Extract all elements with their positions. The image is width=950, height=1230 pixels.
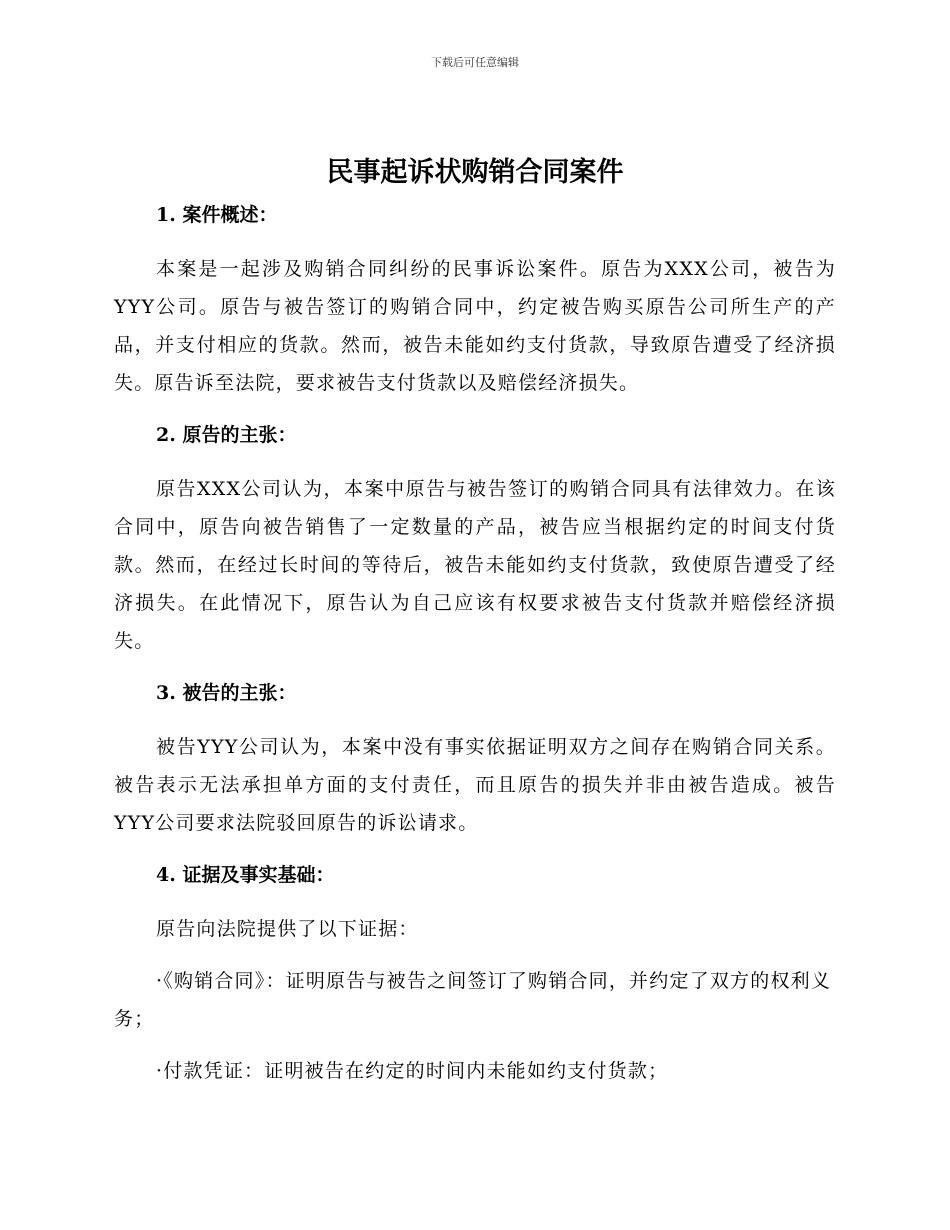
spacer <box>114 948 836 962</box>
spacer <box>114 234 836 250</box>
section-heading-plaintiff: 2. 原告的主张： <box>156 424 297 446</box>
spacer <box>114 454 836 470</box>
evidence-list-item: ·付款凭证：证明被告在约定的时间内未能如约支付货款； <box>156 1060 669 1082</box>
section-heading-evidence: 4. 证据及事实基础： <box>156 864 335 886</box>
section-heading-overview: 1. 案件概述： <box>156 204 278 226</box>
section-heading-defendant: 3. 被告的主张： <box>156 682 297 704</box>
spacer <box>114 842 836 856</box>
spacer <box>114 660 836 674</box>
document-title: 民事起诉状购销合同案件 <box>326 157 624 188</box>
spacer <box>114 1038 836 1052</box>
spacer <box>114 712 836 728</box>
paragraph-evidence-intro: 原告向法院提供了以下证据： <box>156 918 419 940</box>
page-header-note: 下载后可任意编辑 <box>431 56 519 69</box>
evidence-list-item: ·《购销合同》：证明原告与被告之间签订了购销合同，并约定了双方的权利义务； <box>114 970 832 1030</box>
spacer <box>114 402 836 416</box>
document-body <box>114 196 836 1090</box>
paragraph-defendant-claim: 被告YYY公司认为，本案中没有事实依据证明双方之间存在购销合同关系。被告表示无法承担单方面的支付责任，而且原告的损失并非由被告造成。被告YYY公司要求法院驳回原告的诉讼请求。 <box>114 736 836 834</box>
spacer <box>114 894 836 910</box>
paragraph-plaintiff-claim: 原告XXX公司认为，本案中原告与被告签订的购销合同具有法律效力。在该合同中，原告向被告销售了一定数量的产品，被告应当根据约定的时间支付货款。然而，在经过长时间的等待后，被告未能如约支付货款，致使原告遭受了经济损失。在此情况下，原告认为自己应该有权要求被告支付货款并赔偿经济损失。 <box>114 478 836 652</box>
paragraph-overview: 本案是一起涉及购销合同纠纷的民事诉讼案件。原告为XXX公司，被告为YYY公司。原告与被告签订的购销合同中，约定被告购买原告公司所生产的产品，并支付相应的货款。然而，被告未能如约支付货款，导致原告遭受了经济损失。原告诉至法院，要求被告支付货款以及赔偿经济损失。 <box>114 258 836 394</box>
